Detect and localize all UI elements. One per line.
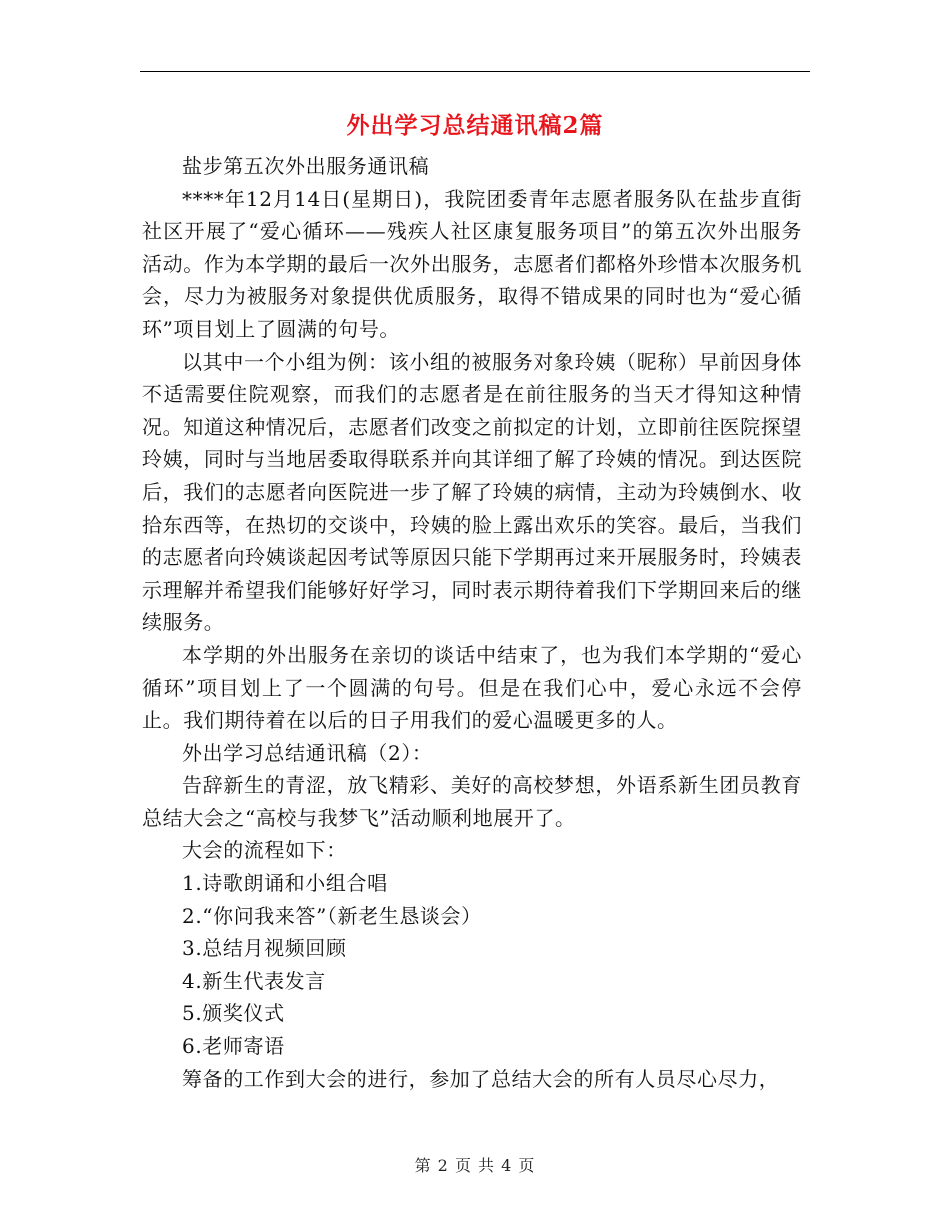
paragraph: ****年12月14日(星期日)，我院团委青年志愿者服务队在盐步直街社区开展了“爱心循环——残疾人社区康复服务项目”的第五次外出服务活动。作为本学期的最后一次外出服务，志愿者们都格外珍惜本次服务机会，尽力为被服务对象提供优质服务，取得不错成果的同时也为“爱心循环”项目划上了圆满的句号。 [142,186,802,341]
paragraph: 本学期的外出服务在亲切的谈话中结束了，也为我们本学期的“爱心循环”项目划上了一个圆满的句号。但是在我们心中，爱心永远不会停止。我们期待着在以后的日子用我们的爱心温暖更多的人。 [142,642,802,733]
paragraph: 筹备的工作到大会的进行，参加了总结大会的所有人员尽心尽力， [182,1066,780,1091]
paragraph: 告辞新生的青涩，放飞精彩、美好的高校梦想，外语系新生团员教育总结大会之“高校与我梦飞”活动顺利地展开了。 [142,773,802,830]
document-body [142,150,802,1095]
list-item: 1.诗歌朗诵和小组合唱 [182,871,388,896]
list-item: 5.颁奖仪式 [182,1001,285,1026]
list-item: 4.新生代表发言 [182,968,326,993]
paragraph: 大会的流程如下： [182,838,347,863]
paragraph-section-heading: 外出学习总结通讯稿（2）： [182,740,433,765]
page-number: 第 2 页 共 4 页 [414,1156,536,1175]
document-title: 外出学习总结通讯稿2篇 [346,112,604,139]
paragraph: 以其中一个小组为例：该小组的被服务对象玲姨（昵称）早前因身体不适需要住院观察，而我们的志愿者是在前往服务的当天才得知这种情况。知道这种情况后，志愿者们改变之前拟定的计划，立即前往医院探望玲姨，同时与当地居委取得联系并向其详细了解了玲姨的情况。到达医院后，我们的志愿者向医院进一步了解了玲姨的病情，主动为玲姨倒水、收拾东西等，在热切的交谈中，玲姨的脸上露出欢乐的笑容。最后，当我们的志愿者向玲姨谈起因考试等原因只能下学期再过来开展服务时，玲姨表示理解并希望我们能够好好学习，同时表示期待着我们下学期回来后的继续服务。 [142,349,802,635]
list-item: 3.总结月视频回顾 [182,936,347,961]
header-rule [140,71,810,72]
list-item: 2.“你问我来答”（新老生恳谈会） [182,903,482,928]
paragraph-subtitle: 盐步第五次外出服务通讯稿 [182,154,430,178]
list-item: 6.老师寄语 [182,1034,285,1059]
